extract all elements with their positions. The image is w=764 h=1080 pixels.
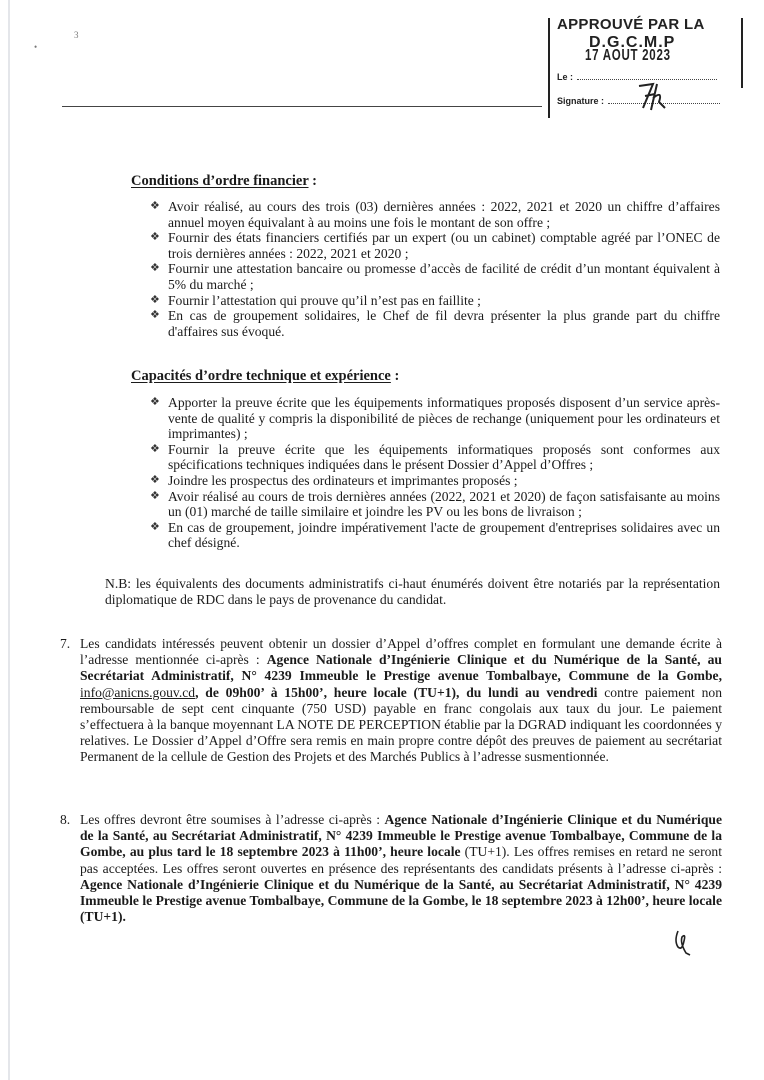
paragraph-7: 7. Les candidats intéressés peuvent obtenir un dossier d’Appel d’offres complet en formulant une demande écrite à l’adresse mentionnée ci-après : Agence Nationale d’Ingénierie Clinique et du Numérique de la Santé, au Secrétariat Administratif, N° 4239 Immeuble le Prestige avenue Tombalbaye, Commune de la Gombe, info@anicns.gouv.cd, de 09h00’ à 15h00’, heure locale (TU+1), du lundi au vendredi contre paiement non remboursable de sept cent cinquante (750 USD) payable en franc congolais aux taux du jour. Le paiement s’effectuera à la banque moyennant LA NOTE DE PERCEPTION établie par la DGRAD indiquant les coordonnées y relatives. Le Dossier d’Appel d’Offre sera remis en main propre contre dépôt des preuves de paiement au secrétariat Permanent de la cellule de Gestion des Projets et des Marchés Publics à l’adresse susmentionnée. bbox=[60, 636, 722, 765]
handwritten-signature bbox=[629, 78, 669, 114]
financial-heading: Conditions d’ordre financier : bbox=[131, 173, 317, 189]
diamond-bullet-icon: ❖ bbox=[150, 293, 160, 306]
scan-speck-dot: • bbox=[34, 42, 38, 52]
diamond-bullet-icon: ❖ bbox=[150, 473, 160, 486]
diamond-bullet-icon: ❖ bbox=[150, 309, 160, 322]
financial-list bbox=[150, 199, 720, 339]
stamp-org: D.G.C.M.P bbox=[589, 34, 676, 51]
paragraph-8: 8. Les offres devront être soumises à l’adresse ci-après : Agence Nationale d’Ingénierie Clinique et du Numérique de la Santé, au Secrétariat Administratif, N° 4239 Immeuble le Prestige avenue Tombalbaye, Commune de la Gombe, au plus tard le 18 septembre 2023 à 11h00’, heure locale (TU+1). Les offres remises en retard ne seront pas acceptées. Les offres seront ouvertes en présence des représentants des candidats présents à l’adresse ci-après : Agence Nationale d’Ingénierie Clinique et du Numérique de la Santé, au Secrétariat Administratif, N° 4239 Immeuble le Prestige avenue Tombalbaye, Commune de la Gombe, le 18 septembre 2023 à 12h00’, heure locale (TU+1). bbox=[60, 812, 722, 925]
diamond-bullet-icon: ❖ bbox=[150, 442, 160, 455]
list-item: ❖ Avoir réalisé au cours de trois dernières années (2022, 2021 et 2020) de façon satisfaisante au moins un (01) marché de taille similaire et joindre les PV ou les bons de livraison ; bbox=[150, 488, 720, 520]
diamond-bullet-icon: ❖ bbox=[150, 520, 160, 533]
diamond-bullet-icon: ❖ bbox=[150, 262, 160, 275]
diamond-bullet-icon: ❖ bbox=[150, 396, 160, 408]
scan-edge bbox=[8, 0, 10, 1080]
nb-note: N.B: les équivalents des documents administratifs ci-haut énumérés doivent être notariés par la représentation diplomatique de RDC dans le pays de provenance du candidat. bbox=[105, 576, 720, 607]
list-item: ❖ Fournir des états financiers certifiés par un expert (ou un cabinet) comptable agréé par l’ONEC de trois dernières années : 2022, 2021 et 2020 ; bbox=[150, 230, 720, 261]
scan-speck: 3 bbox=[74, 30, 79, 40]
technical-list bbox=[150, 395, 720, 551]
email-link[interactable]: info@anicns.gouv.cd bbox=[80, 684, 196, 700]
handwritten-initials bbox=[672, 927, 694, 957]
stamp-title: APPROUVÉ PAR LA bbox=[557, 16, 705, 33]
diamond-bullet-icon: ❖ bbox=[150, 231, 160, 244]
technical-heading: Capacités d’ordre technique et expérience : bbox=[131, 368, 400, 384]
header-rule bbox=[62, 106, 542, 107]
stamp-signature-label: Signature : bbox=[557, 96, 605, 106]
paragraph-number: 7. bbox=[60, 636, 71, 651]
approval-stamp bbox=[545, 14, 745, 114]
stamp-border-left bbox=[548, 18, 550, 118]
list-item: ❖ En cas de groupement, joindre impérativement l'acte de groupement d'entreprises solidaires avec un chef désigné. bbox=[150, 519, 720, 551]
list-item: ❖ En cas de groupement solidaires, le Chef de fil devra présenter la plus grande part du chiffre d'affaires sus évoqué. bbox=[150, 308, 720, 339]
list-item: ❖ Fournir une attestation bancaire ou promesse d’accès de facilité de crédit d’un montant équivalent à 5% du marché ; bbox=[150, 261, 720, 292]
list-item: ❖ Fournir la preuve écrite que les équipements informatiques proposés sont conformes aux spécifications techniques indiquées dans le présent Dossier d’Appel d’Offres ; bbox=[150, 441, 720, 473]
list-item: ❖ Avoir réalisé, au cours des trois (03) dernières années : 2022, 2021 et 2020 un chiffre d’affaires annuel moyen équivalant à au moins une fois le montant de son offre ; bbox=[150, 199, 720, 230]
list-item: ❖ Fournir l’attestation qui prouve qu’il n’est pas en faillite ; bbox=[150, 292, 481, 308]
stamp-date: 17 AOUT 2023 bbox=[585, 47, 671, 64]
diamond-bullet-icon: ❖ bbox=[150, 200, 160, 212]
paragraph-number: 8. bbox=[60, 812, 71, 827]
list-item: ❖ Joindre les prospectus des ordinateurs et imprimantes proposés ; bbox=[150, 472, 518, 488]
list-item: ❖ Apporter la preuve écrite que les équipements informatiques proposés disposent d’un service après- vente de qualité y compris la disponibilité de pièces de rechange (uniquement pour les ordinateurs et imprimantes) ; bbox=[150, 395, 720, 442]
stamp-le-label: Le : bbox=[557, 72, 574, 82]
diamond-bullet-icon: ❖ bbox=[150, 489, 160, 502]
